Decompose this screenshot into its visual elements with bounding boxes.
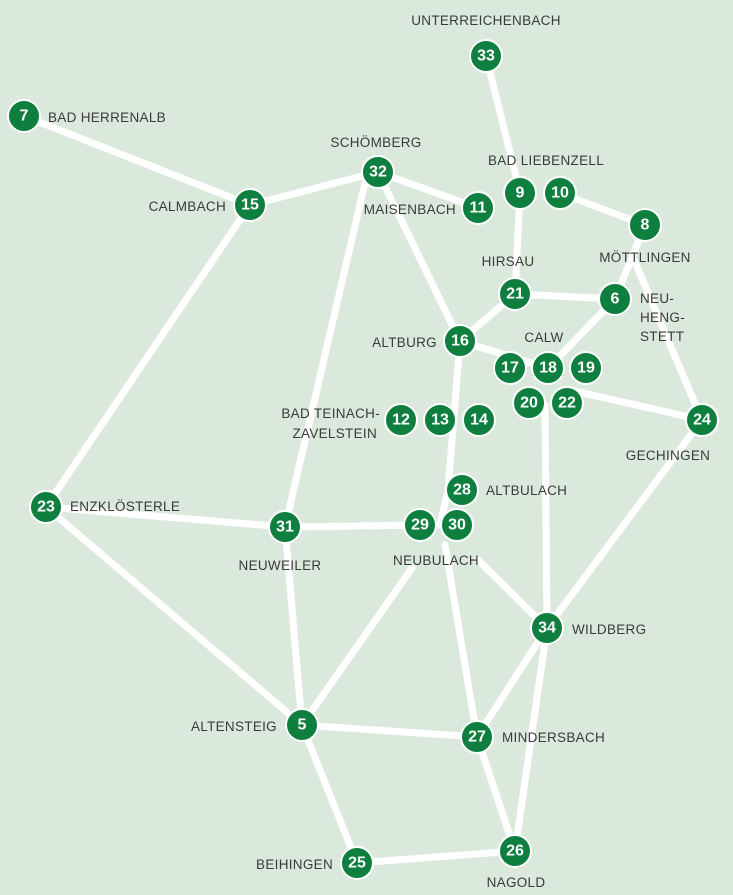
marker-29-number: 29: [411, 516, 429, 534]
marker-28-number: 28: [453, 481, 471, 499]
marker-5[interactable]: [286, 709, 318, 741]
label-altburg: ALTBURG: [372, 335, 437, 350]
marker-19-number: 19: [577, 359, 595, 377]
marker-27-number: 27: [468, 728, 486, 746]
marker-7[interactable]: [8, 100, 40, 132]
marker-29[interactable]: [404, 509, 436, 541]
marker-16[interactable]: [444, 325, 476, 357]
label-bad-teinach-1: BAD TEINACH-: [281, 406, 380, 421]
marker-15-number: 15: [241, 196, 259, 214]
label-bad-liebenzell: BAD LIEBENZELL: [488, 153, 604, 168]
label-calw: CALW: [524, 330, 564, 345]
label-wildberg: WILDBERG: [572, 622, 647, 637]
marker-14-number: 14: [470, 411, 488, 429]
label-moettlingen: MÖTTLINGEN: [599, 250, 691, 265]
marker-26-number: 26: [506, 842, 524, 860]
marker-24-number: 24: [693, 411, 711, 429]
label-hirsau: HIRSAU: [481, 254, 535, 269]
label-gechingen: GECHINGEN: [625, 448, 711, 463]
label-beihingen: BEIHINGEN: [256, 857, 333, 872]
marker-16-number: 16: [451, 332, 469, 350]
marker-20-number: 20: [520, 394, 538, 412]
label-altbulach: ALTBULACH: [486, 483, 568, 498]
marker-12-number: 12: [392, 411, 410, 429]
marker-22[interactable]: [551, 387, 583, 419]
label-mindersbach: MINDERSBACH: [502, 730, 606, 745]
marker-17[interactable]: [494, 352, 526, 384]
marker-17-number: 17: [501, 359, 519, 377]
label-calmbach: CALMBACH: [148, 199, 226, 214]
marker-6[interactable]: [599, 283, 631, 315]
marker-21[interactable]: [499, 278, 531, 310]
road-31-29: [285, 525, 420, 527]
marker-21-number: 21: [506, 285, 524, 303]
label-maisenbach: MAISENBACH: [363, 202, 456, 217]
marker-25-number: 25: [348, 854, 366, 872]
marker-9[interactable]: [504, 177, 536, 209]
label-neuhengstett-1: NEU-: [640, 291, 675, 306]
marker-18-number: 18: [539, 359, 557, 377]
marker-11-number: 11: [469, 199, 487, 217]
marker-10[interactable]: [544, 177, 576, 209]
marker-14[interactable]: [463, 404, 495, 436]
marker-34-number: 34: [538, 619, 556, 637]
marker-19[interactable]: [570, 352, 602, 384]
label-bad-teinach-2: ZAVELSTEIN: [292, 426, 377, 441]
marker-23-number: 23: [37, 498, 55, 516]
marker-15[interactable]: [234, 189, 266, 221]
marker-8[interactable]: [629, 209, 661, 241]
marker-11[interactable]: [462, 192, 494, 224]
marker-33-number: 33: [477, 47, 495, 65]
marker-27[interactable]: [461, 721, 493, 753]
marker-25[interactable]: [341, 847, 373, 879]
label-schoemberg: SCHÖMBERG: [330, 135, 422, 150]
label-nagold: NAGOLD: [486, 875, 546, 890]
road-calw-34: [545, 405, 547, 628]
marker-32-number: 32: [369, 163, 387, 181]
marker-28[interactable]: [446, 474, 478, 506]
label-unterreichenbach: UNTERREICHENBACH: [411, 13, 561, 28]
marker-9-number: 9: [515, 184, 525, 202]
marker-13[interactable]: [424, 404, 456, 436]
marker-33[interactable]: [470, 40, 502, 72]
marker-30[interactable]: [441, 509, 473, 541]
marker-20[interactable]: [513, 387, 545, 419]
marker-30-number: 30: [448, 516, 466, 534]
marker-13-number: 13: [431, 411, 449, 429]
marker-8-number: 8: [640, 216, 650, 234]
marker-34[interactable]: [531, 612, 563, 644]
label-bad-herrenalb: BAD HERRENALB: [48, 110, 166, 125]
marker-5-number: 5: [297, 716, 307, 734]
marker-10-number: 10: [551, 184, 569, 202]
marker-26[interactable]: [499, 835, 531, 867]
label-neuweiler: NEUWEILER: [238, 558, 322, 573]
label-enzkloesterle: ENZKLÖSTERLE: [70, 499, 181, 514]
marker-32[interactable]: [362, 156, 394, 188]
label-neuhengstett-2: HENG-: [640, 310, 685, 325]
label-neuhengstett-3: STETT: [640, 329, 685, 344]
marker-31[interactable]: [269, 511, 301, 543]
marker-6-number: 6: [610, 290, 620, 308]
marker-18[interactable]: [532, 352, 564, 384]
marker-12[interactable]: [385, 404, 417, 436]
marker-22-number: 22: [558, 394, 576, 412]
marker-7-number: 7: [19, 107, 29, 125]
marker-31-number: 31: [276, 518, 294, 536]
marker-23[interactable]: [30, 491, 62, 523]
label-neubulach: NEUBULACH: [393, 553, 479, 568]
marker-24[interactable]: [686, 404, 718, 436]
label-altensteig: ALTENSTEIG: [190, 719, 277, 734]
